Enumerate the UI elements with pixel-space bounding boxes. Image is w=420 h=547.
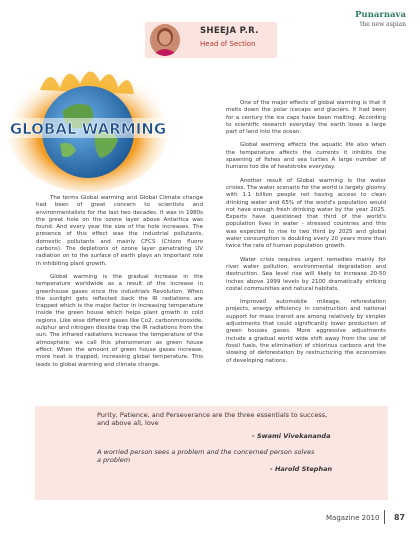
author-role: Head of Section: [200, 40, 256, 48]
article-right-column: [226, 100, 386, 371]
paragraph: Another result of Global warming is the water crisies. The water scenario for the world is largely gloomy with 1.1 billion people not having access to clean drinking water and 65% of the world's population would not have enough fresh drinking water by the year 2025. Experts have questioned that third of the world's population lives in water - stressed countries and this was expected to rise to two third by 2025 and global water consumption is doubling every 20 years more than twice the rate of human population growth.: [226, 177, 386, 250]
article-left-column: [36, 195, 203, 375]
graphic-title: GLOBAL WARMING: [9, 120, 167, 138]
brand-subtitle: the new aspian: [359, 21, 406, 28]
quote-text: A worried person sees a problem and the concerned person solves a problem: [97, 448, 315, 464]
page-number: 87: [393, 513, 406, 522]
paragraph: Global warming effects the aquatic life also when the temperature affects the currents it inhibits the spawning of fishes and sea turtles A large number of humans too die of heatstroke everyday.: [226, 142, 386, 171]
brand: [355, 10, 406, 28]
quote-text: Purity, Patience, and Perseverance are the three essentials to success, and above all, love: [97, 411, 328, 427]
author-name: SHEEJA P.R.: [200, 26, 259, 36]
author-photo: [150, 24, 180, 56]
paragraph: Water crisis requires urgent remedies mainly for river water pollution, environmental degradation and destruction. Sea level rise will likely to increase 20-50 inches above 1999 levels by 2100 dramatically striking costal communities and natural habitats.: [226, 256, 386, 292]
burning-globe-illustration: [0, 60, 175, 192]
magazine-label: Magazine 2010: [326, 514, 380, 522]
footer-divider: [384, 510, 385, 524]
paragraph: Global warming is the gradual increase in the temperature worldwide as a result of the increase in greenhouse gases since the industrials Revolution. When the sunlight gets reflected back the IR radiations are trapped which is the major factor in increasing temperature inside the green house which helps plant growth in cold regions. Like wise different gases like Co2, carbonmonoxide, sulphur and nitrogen dioxide trap the IR radiations from the sun. The infrared radiations increase the temperature of the atmosphere. we call this phenomenon as green house effect. When the amount of green house gases increase, more heat is trapped, increasing global temperature. This leads to global warming and climate change.: [36, 273, 203, 368]
global-warming-graphic: [0, 60, 175, 192]
paragraph: Improved automobile mileage, reforestation projects, energy efficiency in construction and national support for mass transit are among relatively by simpler adjustments that could significantly lower production of green houses gases. More aggressive adjustments include a gradual world wide shift away from the use of fossil fuels, the elimination of chlorinus carbons and the slowing of deforestation by restructuring the economies of developing nations.: [226, 299, 386, 364]
brand-name: Punarnava: [355, 10, 406, 20]
quote-author: - Harold Stephan: [270, 465, 333, 473]
page-footer: [326, 513, 405, 522]
quote-author: - Swami Vivekananda: [252, 432, 331, 440]
paragraph: The terms Global warming and Global Climate change had been of great concern to scientists and environmentalists for the last two decades. It was in 1980s the great hole on the ozone layer above Antartica was found. And every year the size of the hole increases. The presence of this effect was the industrial pollutants, domestic pollutants and mainly CFCS (Chloro fluoro carbons). The depletions of ozone layer penetrating UV radiation on to the surface of earth plays an important role in inhibiting plant growth.: [36, 195, 203, 267]
paragraph: One of the major effects of global warming is that it melts down the polar icecaps and glaciers. It had been for a century the ice caps have been melting. According to scientific research everyday the earth loses a large part of land into the ocean.: [226, 100, 386, 136]
